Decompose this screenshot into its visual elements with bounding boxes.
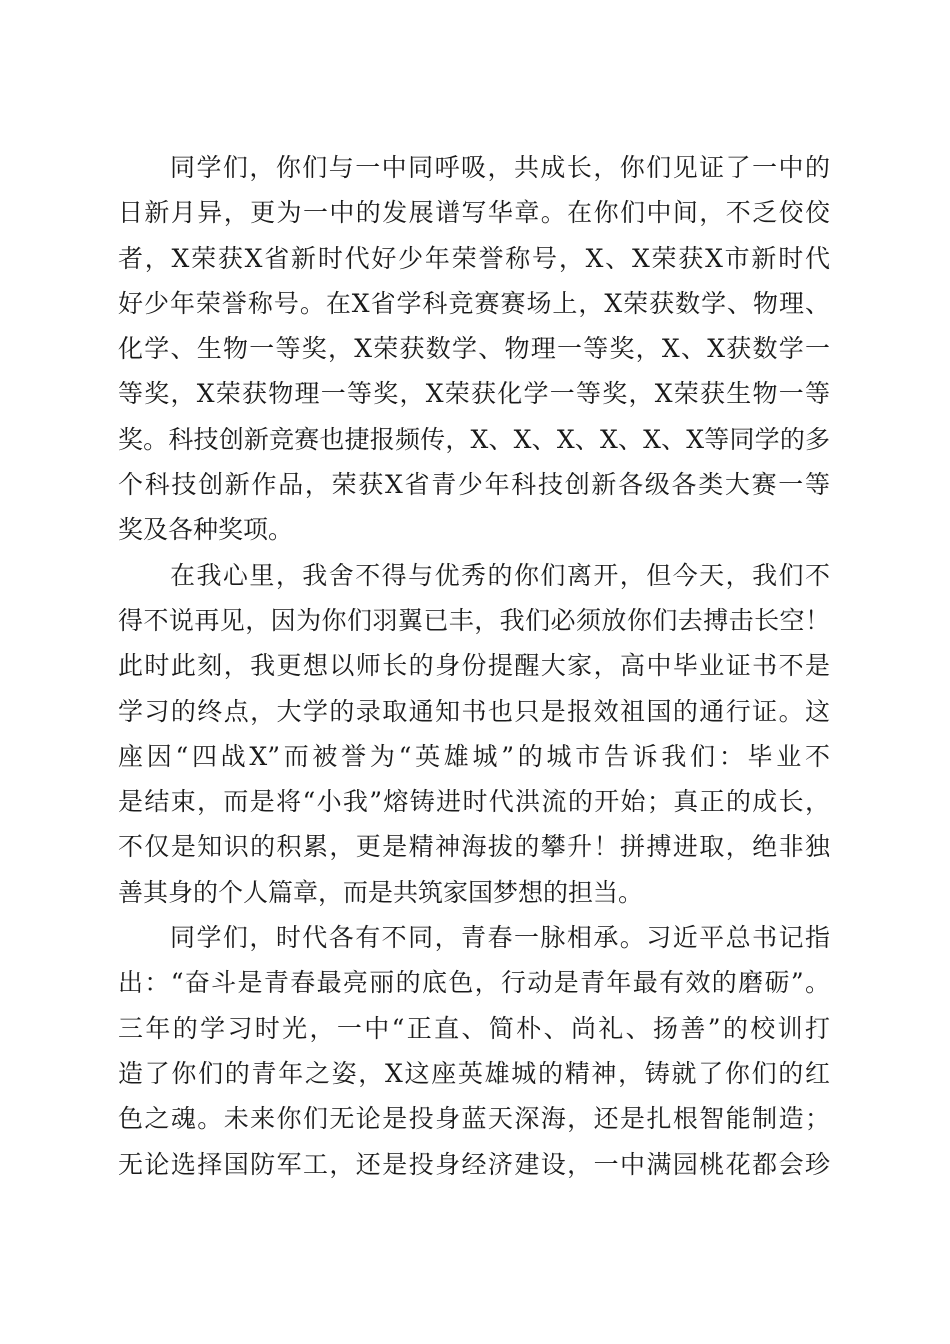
text-line: 座因“四战X”而被誉为“英雄城”的城市告诉我们：毕业不 <box>118 741 830 771</box>
text-line: 是结束，而是将“小我”熔铸进时代洪流的开始；真正的成长， <box>118 787 830 817</box>
text-line: 者，X荣获X省新时代好少年荣誉称号，X、X荣获X市新时代 <box>118 243 830 273</box>
text-line: 此时此刻，我更想以师长的身份提醒大家，高中毕业证书不是 <box>118 651 830 681</box>
text-line: 好少年荣誉称号。在X省学科竞赛赛场上，X荣获数学、物理、 <box>118 288 830 318</box>
text-line: 化学、生物一等奖，X荣获数学、物理一等奖，X、X获数学一 <box>118 334 830 364</box>
text-line: 无论选择国防军工，还是投身经济建设，一中满园桃花都会珍 <box>118 1149 830 1179</box>
text-line: 在我心里，我舍不得与优秀的你们离开，但今天，我们不 <box>170 560 830 590</box>
text-line: 出：“奋斗是青春最亮丽的底色，行动是青年最有效的磨砺”。 <box>118 968 830 998</box>
text-line: 同学们，你们与一中同呼吸，共成长，你们见证了一中的 <box>170 153 830 182</box>
document-body <box>118 145 830 1187</box>
text-line: 学习的终点，大学的录取通知书也只是报效祖国的通行证。这 <box>118 696 830 726</box>
text-line: 造了你们的青年之姿，X这座英雄城的精神，铸就了你们的红 <box>118 1058 830 1088</box>
text-line: 等奖，X荣获物理一等奖，X荣获化学一等奖，X荣获生物一等 <box>118 379 830 409</box>
text-line: 奖。科技创新竞赛也捷报频传，X、X、X、X、X、X等同学的多 <box>118 424 830 454</box>
text-line: 个科技创新作品，荣获X省青少年科技创新各级各类大赛一等 <box>118 470 830 500</box>
text-line: 色之魂。未来你们无论是投身蓝天深海，还是扎根智能制造； <box>118 1104 830 1134</box>
text-line: 得不说再见，因为你们羽翼已丰，我们必须放你们去搏击长空！ <box>118 605 830 635</box>
text-line: 日新月异，更为一中的发展谱写华章。在你们中间，不乏佼佼 <box>118 198 830 228</box>
text-line: 不仅是知识的积累，更是精神海拔的攀升！拼搏进取，绝非独 <box>118 832 830 862</box>
text-line: 善其身的个人篇章，而是共筑家国梦想的担当。 <box>118 877 644 907</box>
text-line: 奖及各种奖项。 <box>118 515 294 545</box>
text-line: 同学们，时代各有不同，青春一脉相承。习近平总书记指 <box>170 923 830 953</box>
text-line: 三年的学习时光，一中“正直、简朴、尚礼、扬善”的校训打 <box>118 1013 830 1043</box>
